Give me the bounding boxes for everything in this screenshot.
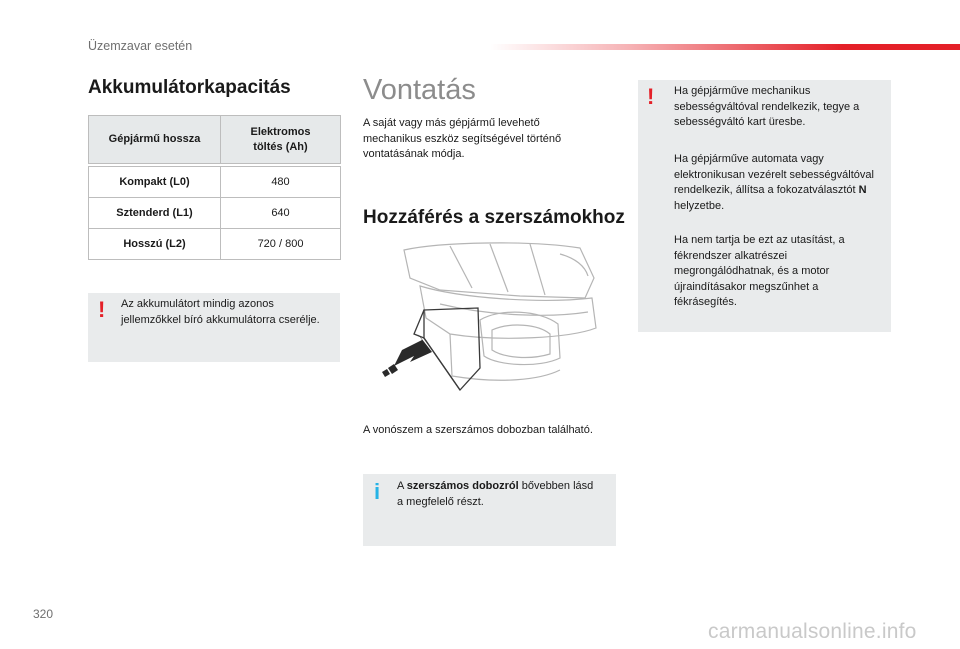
towing-intro: A saját vagy más gépjármű levehető mechanikus eszköz segítségével történő vontatásának módja.: [363, 117, 562, 160]
toolbox-info-note: [363, 474, 616, 546]
table-header-row: [89, 116, 341, 164]
table-row: [89, 229, 341, 260]
watermark: carmanualsonline.info: [708, 620, 917, 643]
header-accent-bar: [490, 44, 960, 50]
info-icon: i: [374, 479, 381, 504]
toolbox-seat-illustration: [380, 238, 600, 398]
warning-icon: !: [647, 84, 655, 109]
table-cell-length: Kompakt (L0): [89, 167, 221, 198]
battery-capacity-table: [88, 115, 341, 260]
battery-warning-note: [88, 293, 340, 362]
table-row: [89, 167, 341, 198]
table-header-cell: Gépjármű hossza: [89, 116, 221, 164]
section-title: Üzemzavar esetén: [88, 39, 193, 53]
battery-capacity-title: Akkumulátorkapacitás: [88, 77, 291, 98]
tools-access-title: Hozzáférés a szerszámokhoz: [363, 207, 625, 228]
table-cell-length: Sztenderd (L1): [89, 198, 221, 229]
warning-icon: !: [98, 297, 106, 322]
table-cell-length: Hosszú (L2): [89, 229, 221, 260]
towing-title: Vontatás: [363, 74, 476, 106]
damage-warning-text: Ha nem tartja be ezt az utasítást, a fékrendszer alkatrészei megrongálódhatnak, és a motor újraindításakor megszűnhet a fékrásegítés.: [674, 234, 845, 308]
page-number: 320: [33, 607, 54, 621]
table-header-cell: Elektromos töltés (Ah): [221, 116, 341, 164]
table-cell-capacity: 720 / 800: [221, 229, 341, 260]
battery-warning-text: Az akkumulátort mindig azonos jellemzőkkel bíró akkumulátorra cserélje.: [121, 298, 320, 326]
gearbox-warning-note: [638, 80, 891, 332]
automatic-gearbox-text: Ha gépjárműve automata vagy elektronikusan vezérelt sebességváltóval rendelkezik, állítsa a fokozatválasztót N helyzetbe.: [674, 153, 874, 212]
table-cell-capacity: 480: [221, 167, 341, 198]
tow-eye-caption: A vonószem a szerszámos dobozban található.: [363, 424, 593, 436]
table-cell-capacity: 640: [221, 198, 341, 229]
toolbox-info-text: A szerszámos dobozról bővebben lásd a megfelelő részt.: [397, 480, 594, 508]
table-row: [89, 198, 341, 229]
manual-gearbox-text: Ha gépjárműve mechanikus sebességváltóval rendelkezik, tegye a sebességváltó kart üresbe.: [674, 85, 860, 128]
